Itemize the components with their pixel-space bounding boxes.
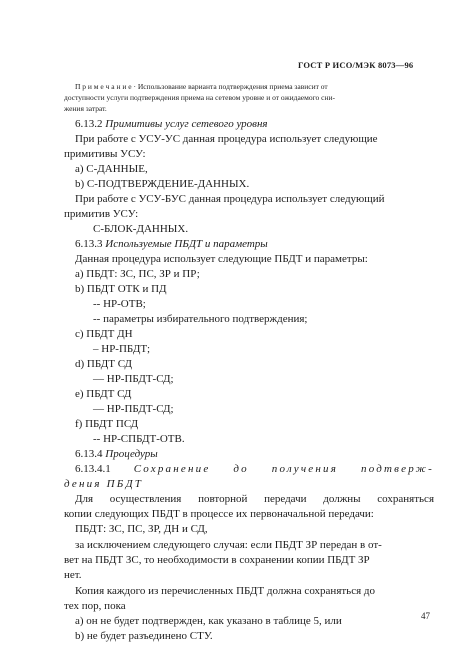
list-item: b) С-ПОДТВЕРЖДЕНИЕ-ДАННЫХ. bbox=[75, 178, 250, 190]
note-line-3: жения затрат. bbox=[64, 104, 107, 113]
heading-6-13-4-1: 6.13.4.1 Сохранение до получения подтверж- bbox=[75, 463, 434, 475]
paragraph-line: вет на ПБДТ ЗС, то необходимости в сохранении копии ПБДТ ЗР bbox=[64, 554, 370, 566]
paragraph-line: примитивы УСУ: bbox=[64, 148, 146, 160]
paragraph-line: При работе с УСУ-УС данная процедура использует следующие bbox=[75, 133, 378, 145]
note-line-2: доступности услуги подтверждения приема на сетевом уровне и от ожидаемого сни- bbox=[64, 93, 335, 102]
note-label: П р и м е ч а н и е bbox=[75, 82, 132, 91]
page-number: 47 bbox=[421, 611, 430, 621]
list-item: с) ПБДТ ДН bbox=[75, 328, 133, 340]
heading-6-13-3: 6.13.3 Используемые ПБДТ и параметры bbox=[75, 238, 268, 250]
list-item: а) ПБДТ: ЗС, ПС, ЗР и ПР; bbox=[75, 268, 200, 280]
list-subitem: -- НР-ОТВ; bbox=[93, 298, 146, 310]
paragraph-line: Для осуществления повторной передачи должны сохраняться bbox=[75, 493, 434, 505]
paragraph-line: тех пор, пока bbox=[64, 600, 126, 612]
heading-6-13-4: 6.13.4 Процедуры bbox=[75, 448, 158, 460]
list-item: С-БЛОК-ДАННЫХ. bbox=[93, 223, 189, 235]
list-item: d) ПБДТ СД bbox=[75, 358, 133, 370]
heading-6-13-4-1-cont: дения ПБДТ bbox=[64, 478, 144, 490]
paragraph-line: за исключением следующего случая: если ПБДТ ЗР передан в от- bbox=[75, 539, 382, 551]
list-item: а) он не будет подтвержден, как указано в таблице 5, или bbox=[75, 615, 342, 627]
paragraph-line: копии следующих ПБДТ в процессе их первоначальной передачи: bbox=[64, 508, 374, 520]
note-line-1: П р и м е ч а н и е · Использование варианта подтверждения приема зависит от bbox=[75, 82, 328, 91]
paragraph-line: нет. bbox=[64, 569, 82, 581]
list-subitem: -- НР-СПБДТ-ОТВ. bbox=[93, 433, 185, 445]
paragraph-line: Копия каждого из перечисленных ПБДТ должна сохраняться до bbox=[75, 585, 375, 597]
list-item: b) не будет разъединено СТУ. bbox=[75, 630, 213, 642]
list-item: f) ПБДТ ПСД bbox=[75, 418, 139, 430]
list-item: е) ПБДТ СД bbox=[75, 388, 132, 400]
heading-6-13-2: 6.13.2 Примитивы услуг сетевого уровня bbox=[75, 118, 268, 130]
list-subitem: — НР-ПБДТ-СД; bbox=[93, 403, 174, 415]
standard-header: ГОСТ Р ИСО/МЭК 8073—96 bbox=[298, 60, 414, 70]
list-item: а) С-ДАННЫЕ, bbox=[75, 163, 148, 175]
paragraph-line: ПБДТ: ЗС, ПС, ЗР, ДН и СД, bbox=[75, 523, 208, 535]
list-subitem: -- параметры избирательного подтверждения; bbox=[93, 313, 308, 325]
paragraph-line: Данная процедура использует следующие ПБДТ и параметры: bbox=[75, 253, 368, 265]
paragraph-line: При работе с УСУ-БУС данная процедура использует следующий bbox=[75, 193, 385, 205]
list-subitem: – НР-ПБДТ; bbox=[93, 343, 151, 355]
paragraph-line: примитив УСУ: bbox=[64, 208, 139, 220]
list-item: b) ПБДТ ОТК и ПД bbox=[75, 283, 167, 295]
list-subitem: — НР-ПБДТ-СД; bbox=[93, 373, 174, 385]
